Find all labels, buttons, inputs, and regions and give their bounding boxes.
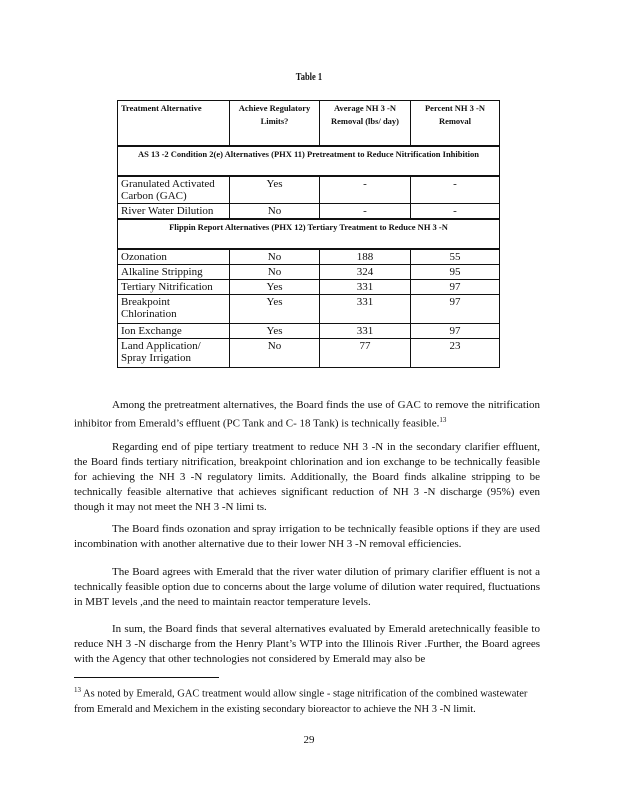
row-river-percent: -: [411, 204, 500, 220]
row-alkaline-achieve: No: [230, 265, 320, 280]
paragraph-tertiary: [74, 440, 540, 515]
row-gac-achieve: Yes: [230, 176, 320, 204]
paragraph-text: In sum, the Board finds that several alternatives evaluated by Emerald aretechnically feasible to reduce NH 3 -N discharge from the Henry Plant’s WTP into the Illinois River .Further, the Board agrees with the Agency that other technologies not considered by Emerald may also be: [74, 623, 540, 665]
row-tertiary-average: 331: [320, 280, 411, 295]
row-ozonation-percent: 55: [411, 249, 500, 265]
paragraph-text: Among the pretreatment alternatives, the Board finds the use of GAC to remove the nitrification inhibitor from Emerald’s effluent (PC Tank and C- 18 Tank) is technically feasible.: [74, 399, 540, 430]
page-number: 29: [303, 734, 315, 746]
row-alkaline-percent: 95: [411, 265, 500, 280]
table-row: [118, 204, 500, 220]
paragraph-summary: [74, 622, 540, 667]
table-row: [118, 265, 500, 280]
row-land-achieve: No: [230, 339, 320, 368]
row-river-name: River Water Dilution: [118, 204, 230, 220]
row-ozonation-average: 188: [320, 249, 411, 265]
row-gac-average: -: [320, 176, 411, 204]
row-land-average: 77: [320, 339, 411, 368]
table-row: [118, 324, 500, 339]
table-row: [118, 295, 500, 324]
table-row: [118, 280, 500, 295]
table-header-row: [118, 101, 500, 147]
footnote-divider: [74, 677, 219, 678]
paragraph-pretreatment: [74, 398, 540, 432]
row-ion-name: Ion Exchange: [118, 324, 230, 339]
section-tertiary-title: Flippin Report Alternatives (PHX 12) Tertiary Treatment to Reduce NH 3 -N: [118, 219, 500, 249]
row-tertiary-percent: 97: [411, 280, 500, 295]
row-tertiary-achieve: Yes: [230, 280, 320, 295]
paragraph-ozonation: [74, 522, 540, 552]
section-pretreatment-title: AS 13 -2 Condition 2(e) Alternatives (PHX 11) Pretreatment to Reduce Nitrification Inhibition: [118, 146, 500, 176]
footnote-marker: 13: [74, 686, 81, 694]
row-ion-achieve: Yes: [230, 324, 320, 339]
row-land-name: Land Application/ Spray Irrigation: [118, 339, 230, 368]
row-land-percent: 23: [411, 339, 500, 368]
paragraph-text: The Board agrees with Emerald that the river water dilution of primary clarifier effluent is not a technically feasible option due to concerns about the large volume of dilution water required, fluctuations in MBT levels ,and the need to maintain reactor temperature levels.: [74, 566, 540, 608]
section-tertiary-row: [118, 219, 500, 249]
footnote-text: As noted by Emerald, GAC treatment would allow single - stage nitrification of the combined wastewater from Emerald and Mexichem in the existing secondary bioreactor to achieve the NH 3 -N limit.: [74, 688, 528, 715]
row-gac-percent: -: [411, 176, 500, 204]
table-row: [118, 176, 500, 204]
paragraph-dilution: [74, 565, 540, 610]
row-alkaline-average: 324: [320, 265, 411, 280]
row-alkaline-name: Alkaline Stripping: [118, 265, 230, 280]
row-breakpoint-name: Breakpoint Chlorination: [118, 295, 230, 324]
table-row: [118, 249, 500, 265]
row-tertiary-name: Tertiary Nitrification: [118, 280, 230, 295]
paragraph-text: Regarding end of pipe tertiary treatment to reduce NH 3 -N in the secondary clarifier effluent, the Board finds tertiary nitrification, breakpoint chlorination and ion exchange to be technically feasible for achieving the NH 3 -N regulatory limits. Additionally, the Board finds alkaline stripping to be technically feasible alternative that achieves significant reduction of NH 3 -N discharge (95%) even though it may not meet the NH 3 -N limi ts.: [74, 441, 540, 513]
row-ozonation-achieve: No: [230, 249, 320, 265]
header-treatment-alternative: Treatment Alternative: [118, 101, 230, 147]
section-pretreatment-row: [118, 146, 500, 176]
footnote-reference: 13: [439, 416, 447, 424]
row-gac-name: Granulated Activated Carbon (GAC): [118, 176, 230, 204]
row-ion-percent: 97: [411, 324, 500, 339]
row-ion-average: 331: [320, 324, 411, 339]
table-row: [118, 339, 500, 368]
header-average-removal: Average NH 3 -N Removal (lbs/ day): [320, 101, 411, 147]
paragraph-text: The Board finds ozonation and spray irrigation to be technically feasible options if they are used incombination with another alternative due to their lower NH 3 -N removal efficiencies.: [74, 523, 540, 550]
alternatives-table: [117, 100, 500, 368]
row-breakpoint-average: 331: [320, 295, 411, 324]
row-river-achieve: No: [230, 204, 320, 220]
footnote: [74, 683, 540, 717]
row-breakpoint-achieve: Yes: [230, 295, 320, 324]
row-river-average: -: [320, 204, 411, 220]
row-ozonation-name: Ozonation: [118, 249, 230, 265]
row-breakpoint-percent: 97: [411, 295, 500, 324]
header-achieve-limits: Achieve Regulatory Limits?: [230, 101, 320, 147]
header-percent-removal: Percent NH 3 -N Removal: [411, 101, 500, 147]
table-title: Table 1: [295, 72, 323, 83]
